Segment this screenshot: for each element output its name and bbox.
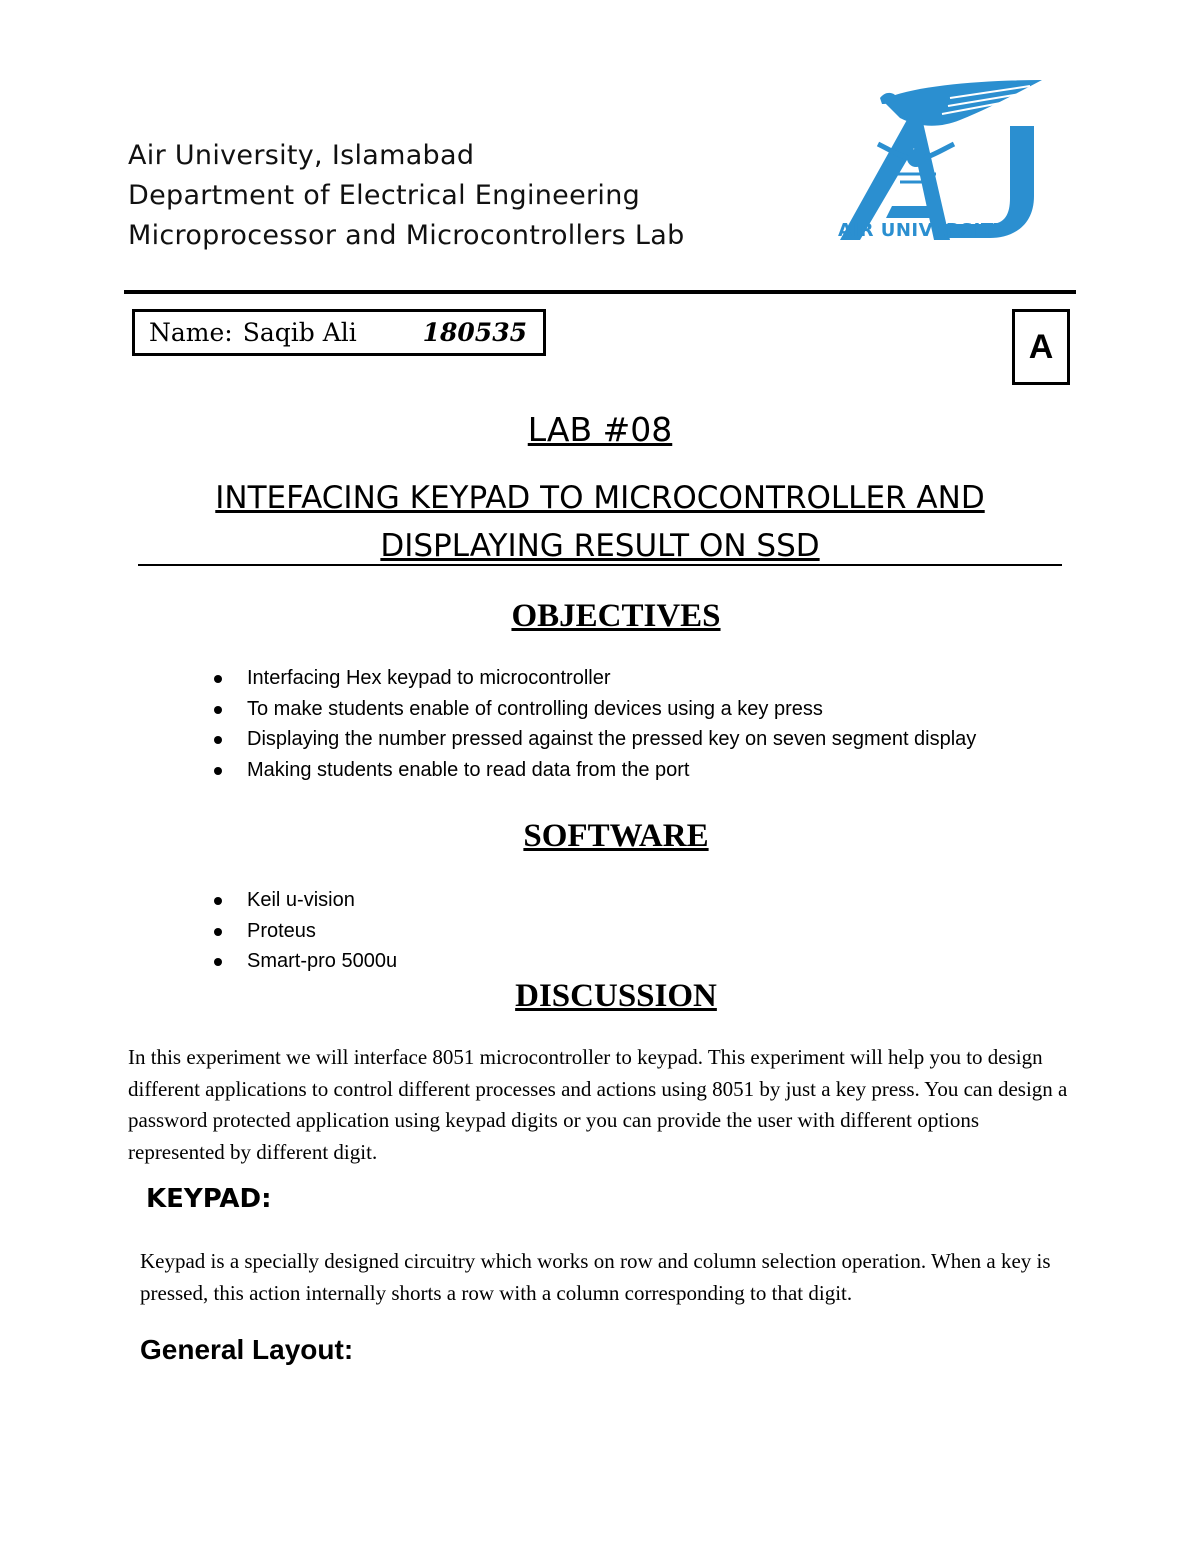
student-name: Saqib Ali [242, 318, 357, 347]
list-item: Interfacing Hex keypad to microcontroller [212, 664, 976, 695]
university-name: Air University, Islamabad [128, 140, 475, 171]
software-heading: SOFTWARE [523, 818, 709, 854]
objectives-heading: OBJECTIVES [511, 598, 721, 634]
keypad-heading: KEYPAD: [146, 1184, 272, 1214]
list-item: Keil u-vision [212, 886, 397, 917]
lab-title-line-2: DISPLAYING RESULT ON SSD [380, 528, 820, 564]
software-list [212, 886, 397, 978]
lab-title-line-1: INTEFACING KEYPAD TO MICROCONTROLLER AND [215, 480, 985, 516]
lab-number: LAB #08 [527, 410, 673, 449]
general-layout-heading: General Layout: [140, 1334, 354, 1365]
header-divider [124, 290, 1076, 294]
title-underline [138, 564, 1062, 566]
department-name: Department of Electrical Engineering [128, 180, 641, 211]
objectives-list [212, 664, 976, 786]
name-label: Name: [149, 318, 233, 347]
student-name-box [132, 309, 546, 356]
discussion-heading: DISCUSSION [515, 978, 717, 1014]
air-university-logo [830, 78, 1050, 248]
list-item: Smart-pro 5000u [212, 947, 397, 978]
grade-box: A [1012, 309, 1070, 385]
lab-course-name: Microprocessor and Microcontrollers Lab [128, 220, 685, 251]
list-item: Proteus [212, 917, 397, 948]
list-item: To make students enable of controlling devices using a key press [212, 695, 976, 726]
discussion-paragraph: In this experiment we will interface 8051 microcontroller to keypad. This experiment will help you to design different applications to control different processes and actions using 8051 by just a key press. You can design a password protected application using keypad digits or you can provide the user with different options represented by different digit. [128, 1045, 1068, 1164]
list-item: Displaying the number pressed against the pressed key on seven segment display [212, 725, 976, 756]
student-roll-number: 180535 [422, 318, 527, 347]
logo-text: AIR UNIVERSITY [838, 220, 1008, 241]
list-item: Making students enable to read data from the port [212, 756, 976, 787]
keypad-paragraph: Keypad is a specially designed circuitry which works on row and column selection operation. When a key is pressed, this action internally shorts a row with a column corresponding to that digit. [140, 1249, 1051, 1305]
